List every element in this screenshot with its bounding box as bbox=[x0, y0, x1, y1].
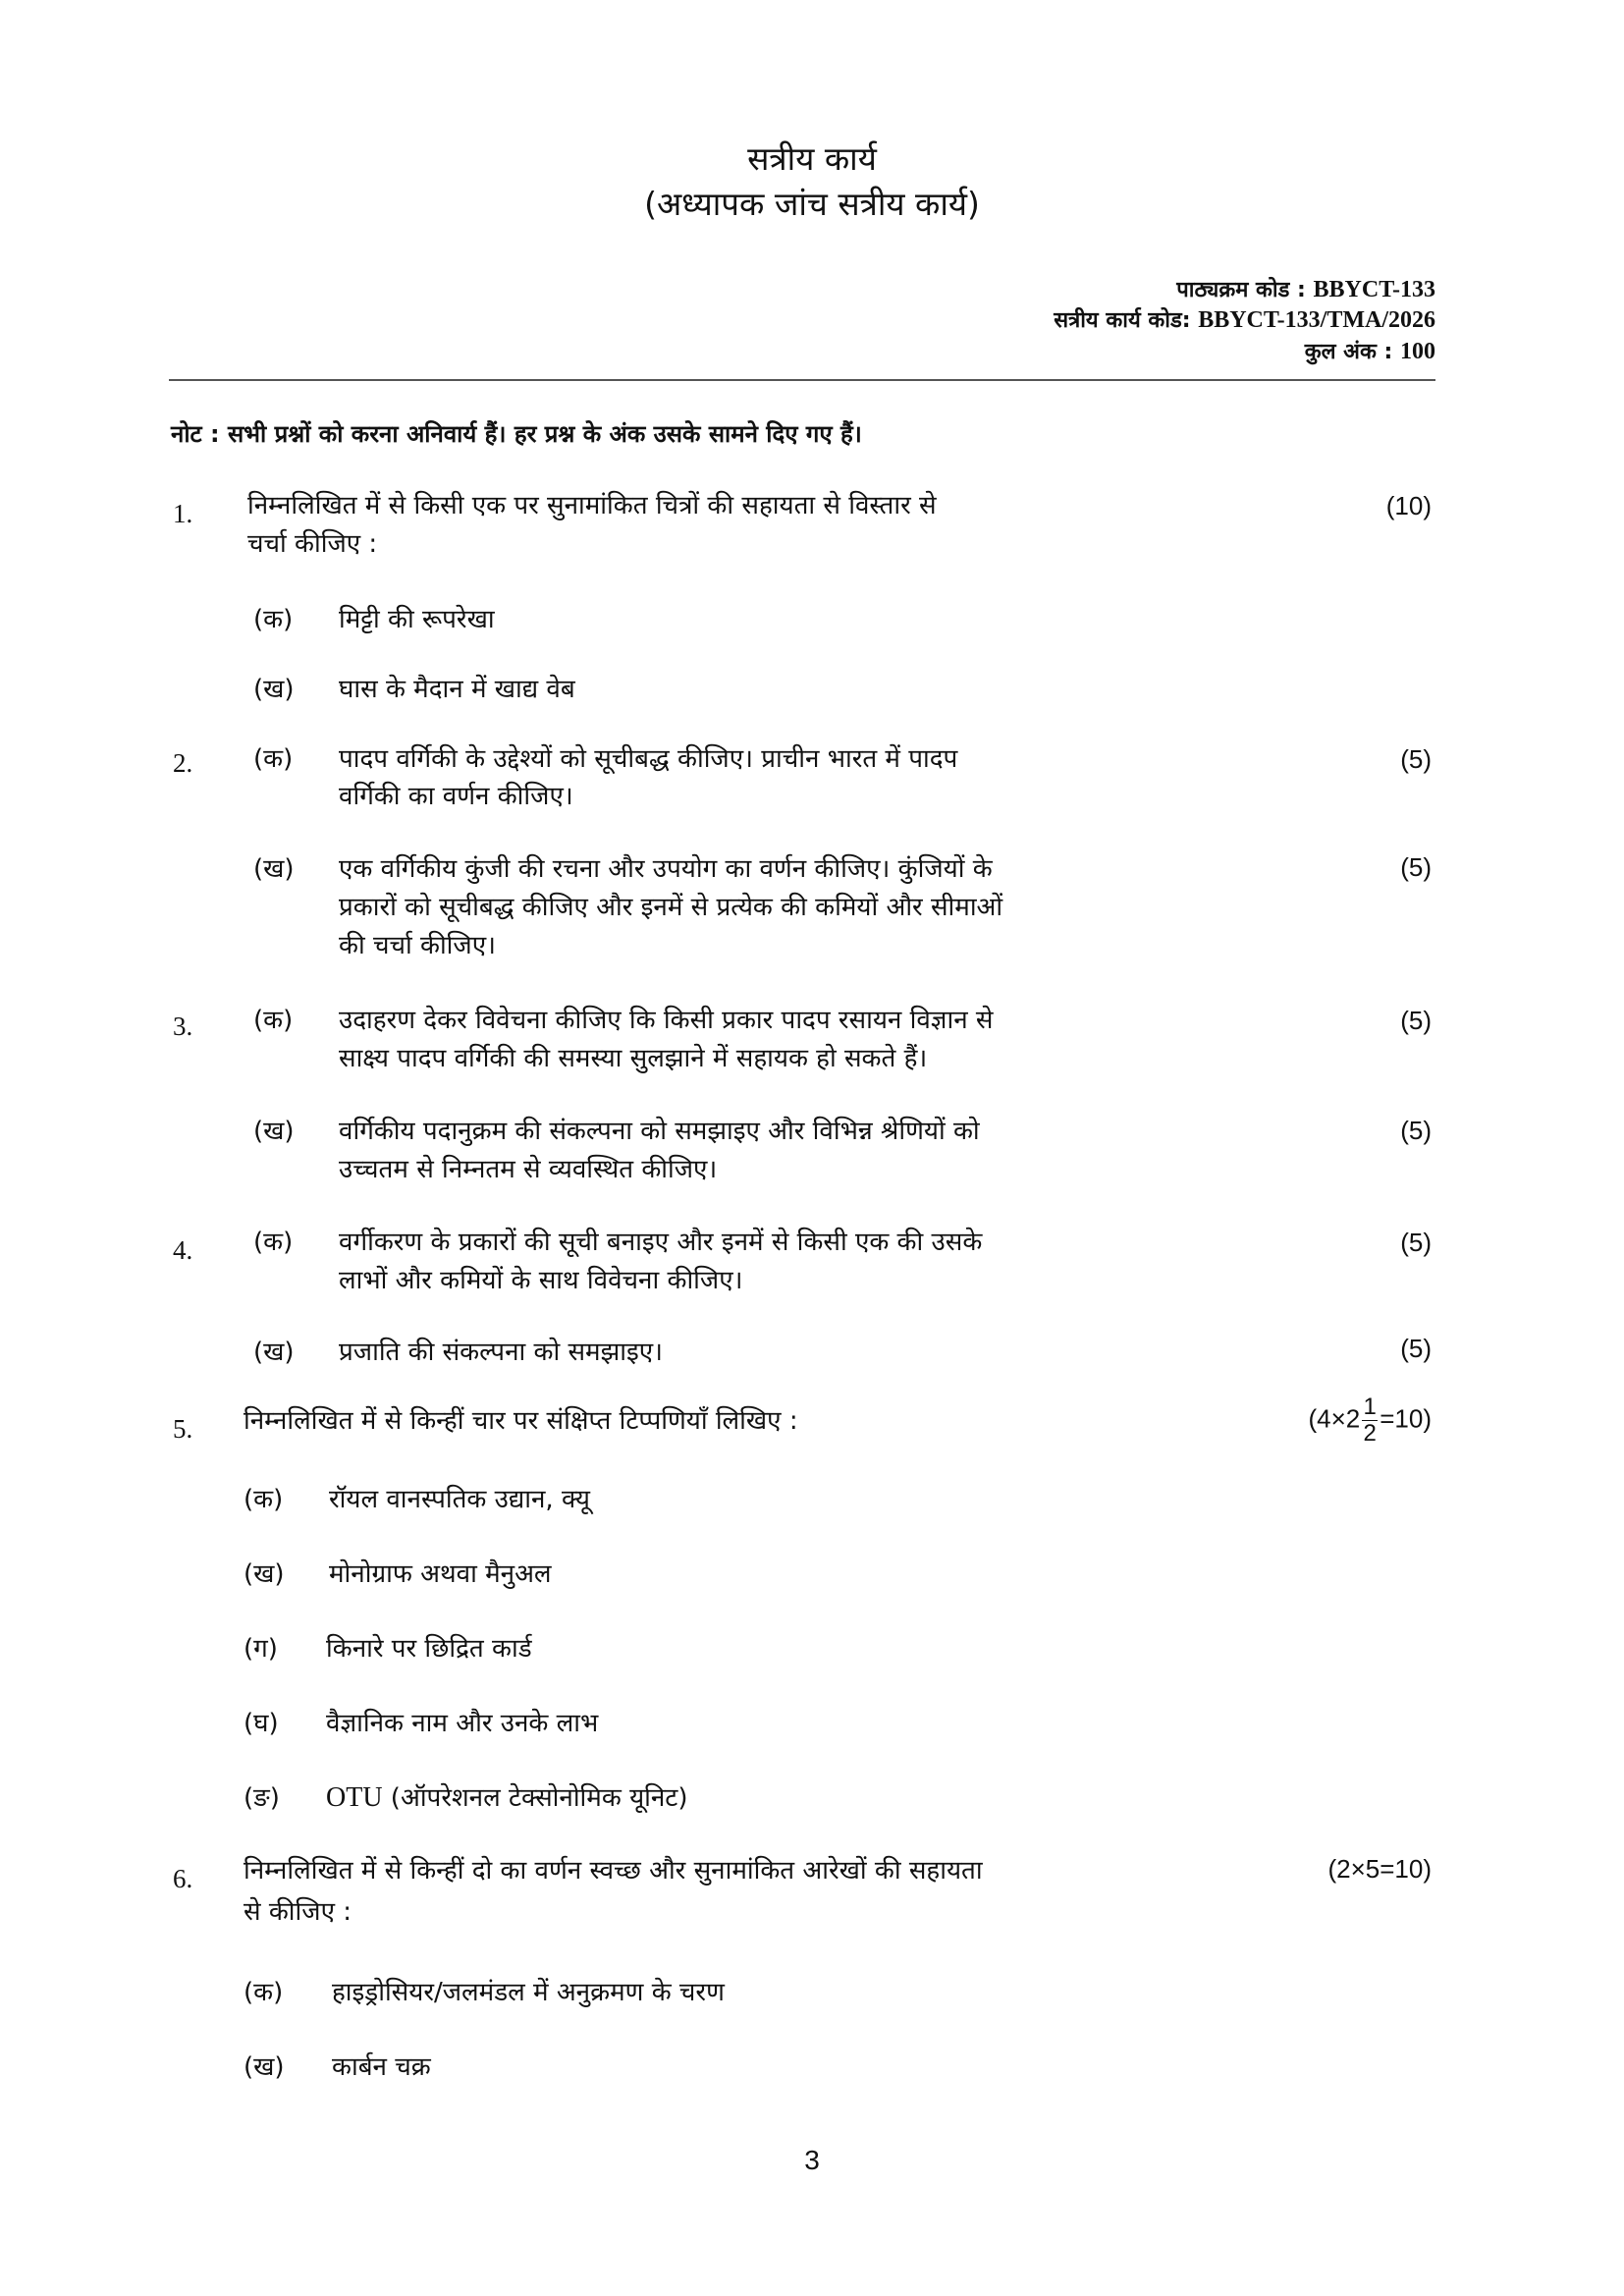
question-2a-label: (क) bbox=[253, 744, 294, 774]
question-3b-label: (ख) bbox=[253, 1117, 295, 1146]
question-6-option-text: कार्बन चक्र bbox=[332, 2052, 431, 2082]
question-2a-text-line2: वर्गिकी का वर्णन कीजिए। bbox=[339, 782, 573, 811]
question-4a-marks: (5) bbox=[1400, 1228, 1432, 1257]
question-6-option-label: (ख) bbox=[244, 2052, 285, 2082]
question-4-number: 4. bbox=[173, 1235, 193, 1265]
question-1-text-line1: निम्नलिखित में से किसी एक पर सुनामांकित चित्रों की सहायता से विस्तार से bbox=[247, 491, 937, 520]
question-1-number: 1. bbox=[173, 499, 193, 528]
instructions-note: नोट : सभी प्रश्नों को करना अनिवार्य हैं। हर प्रश्न के अंक उसके सामने दिए गए हैं। bbox=[171, 420, 862, 448]
question-5-text: निम्नलिखित में से किन्हीं चार पर संक्षिप्त टिप्पणियाँ लिखिए : bbox=[244, 1406, 798, 1436]
question-5-marks-whole: 2 bbox=[1345, 1403, 1361, 1434]
question-5-number: 5. bbox=[173, 1414, 193, 1444]
question-2-number: 2. bbox=[173, 748, 193, 778]
question-5-option-text: रॉयल वानस्पतिक उद्यान, क्यू bbox=[329, 1485, 590, 1514]
assignment-code-value: BBYCT-133/TMA/2026 bbox=[1198, 307, 1435, 333]
question-6-option-label: (क) bbox=[244, 1978, 284, 2007]
question-5-option-text: वैज्ञानिक नाम और उनके लाभ bbox=[326, 1709, 599, 1738]
page-number: 3 bbox=[804, 2145, 820, 2175]
otu-abbreviation: OTU bbox=[326, 1782, 383, 1813]
question-1-option-label: (क) bbox=[253, 605, 294, 634]
question-3b-text-line2: उच्चतम से निम्नतम से व्यवस्थित कीजिए। bbox=[339, 1155, 718, 1184]
question-1-option-label: (ख) bbox=[253, 675, 295, 704]
question-2b-text-line2: प्रकारों को सूचीबद्ध कीजिए और इनमें से प्रत्येक की कमियों और सीमाओं bbox=[339, 893, 1003, 922]
question-5-option-label: (ग) bbox=[244, 1634, 278, 1664]
course-code-label: पाठ्यक्रम कोड : bbox=[1176, 278, 1314, 302]
question-5-marks-prefix: (4× bbox=[1308, 1403, 1346, 1434]
question-2b-text-line1: एक वर्गिकीय कुंजी की रचना और उपयोग का वर्णन कीजिए। कुंजियों के bbox=[339, 854, 993, 884]
question-2b-text-line3: की चर्चा कीजिए। bbox=[339, 931, 496, 960]
question-6-number: 6. bbox=[173, 1864, 193, 1893]
question-5-option-label: (घ) bbox=[244, 1709, 279, 1738]
question-5-option-text: मोनोग्राफ अथवा मैनुअल bbox=[329, 1559, 552, 1589]
question-4a-text-line1: वर्गीकरण के प्रकारों की सूची बनाइए और इनमें से किसी एक की उसके bbox=[339, 1228, 983, 1257]
fraction-numerator: 1 bbox=[1363, 1394, 1377, 1420]
question-5-option-label: (क) bbox=[244, 1485, 284, 1514]
question-4b-text-line1: प्रजाति की संकल्पना को समझाइए। bbox=[339, 1338, 663, 1367]
question-1-marks: (10) bbox=[1385, 491, 1432, 520]
question-3a-label: (क) bbox=[253, 1006, 294, 1035]
question-3b-text-line1: वर्गिकीय पदानुक्रम की संकल्पना को समझाइए और विभिन्न श्रेणियों को bbox=[339, 1117, 980, 1146]
question-5-marks bbox=[1308, 1394, 1432, 1447]
question-3b-marks: (5) bbox=[1400, 1116, 1432, 1145]
question-6-text-line1: निम्नलिखित में से किन्हीं दो का वर्णन स्वच्छ और सुनामांकित आरेखों की सहायता bbox=[244, 1856, 983, 1886]
question-2a-text-line1: पादप वर्गिकी के उद्देश्यों को सूचीबद्ध कीजिए। प्राचीन भारत में पादप bbox=[339, 744, 958, 774]
question-3a-text-line1: उदाहरण देकर विवेचना कीजिए कि किसी प्रकार पादप रसायन विज्ञान से bbox=[339, 1006, 994, 1035]
assignment-code bbox=[1054, 305, 1435, 336]
question-3a-text-line2: साक्ष्य पादप वर्गिकी की समस्या सुलझाने में सहायक हो सकते हैं। bbox=[339, 1044, 928, 1073]
question-6-text-line2: से कीजिए : bbox=[244, 1897, 352, 1927]
question-6-marks: (2×5=10) bbox=[1327, 1854, 1432, 1884]
question-5-option-label: (ख) bbox=[244, 1559, 285, 1589]
total-marks-label: कुल अंक : bbox=[1304, 340, 1400, 364]
question-5-option-text: किनारे पर छिद्रित कार्ड bbox=[326, 1634, 532, 1664]
question-5-marks-suffix: =10) bbox=[1380, 1403, 1432, 1434]
question-1-option-text: घास के मैदान में खाद्य वेब bbox=[339, 675, 575, 704]
question-2b-label: (ख) bbox=[253, 854, 295, 884]
header-divider bbox=[169, 379, 1435, 381]
question-4a-label: (क) bbox=[253, 1228, 294, 1257]
question-5-option-text bbox=[326, 1779, 688, 1817]
question-4a-text-line2: लाभों और कमियों के साथ विवेचना कीजिए। bbox=[339, 1266, 743, 1295]
question-4b-marks: (5) bbox=[1400, 1334, 1432, 1363]
course-code bbox=[1176, 275, 1435, 305]
question-4b-label: (ख) bbox=[253, 1338, 295, 1367]
fraction-denominator: 2 bbox=[1363, 1420, 1377, 1447]
total-marks-value: 100 bbox=[1400, 339, 1435, 364]
question-5-marks-fraction bbox=[1362, 1394, 1378, 1447]
question-3a-marks: (5) bbox=[1400, 1006, 1432, 1035]
question-2b-marks: (5) bbox=[1400, 852, 1432, 882]
total-marks bbox=[1305, 337, 1435, 367]
otu-expansion: (ऑपरेशनल टेक्सोनोमिक यूनिट) bbox=[382, 1783, 688, 1813]
question-3-number: 3. bbox=[173, 1011, 193, 1041]
question-5-option-label: (ङ) bbox=[244, 1783, 280, 1813]
page-title: सत्रीय कार्य bbox=[747, 139, 877, 178]
question-1-text-line2: चर्चा कीजिए : bbox=[247, 529, 378, 559]
course-code-value: BBYCT-133 bbox=[1313, 277, 1435, 302]
page-subtitle: (अध्यापक जांच सत्रीय कार्य) bbox=[644, 185, 980, 223]
question-2a-marks: (5) bbox=[1400, 744, 1432, 774]
question-6-option-text: हाइड्रोसियर/जलमंडल में अनुक्रमण के चरण bbox=[332, 1978, 725, 2007]
question-1-option-text: मिट्टी की रूपरेखा bbox=[339, 605, 495, 634]
assignment-code-label: सत्रीय कार्य कोड: bbox=[1054, 308, 1199, 333]
